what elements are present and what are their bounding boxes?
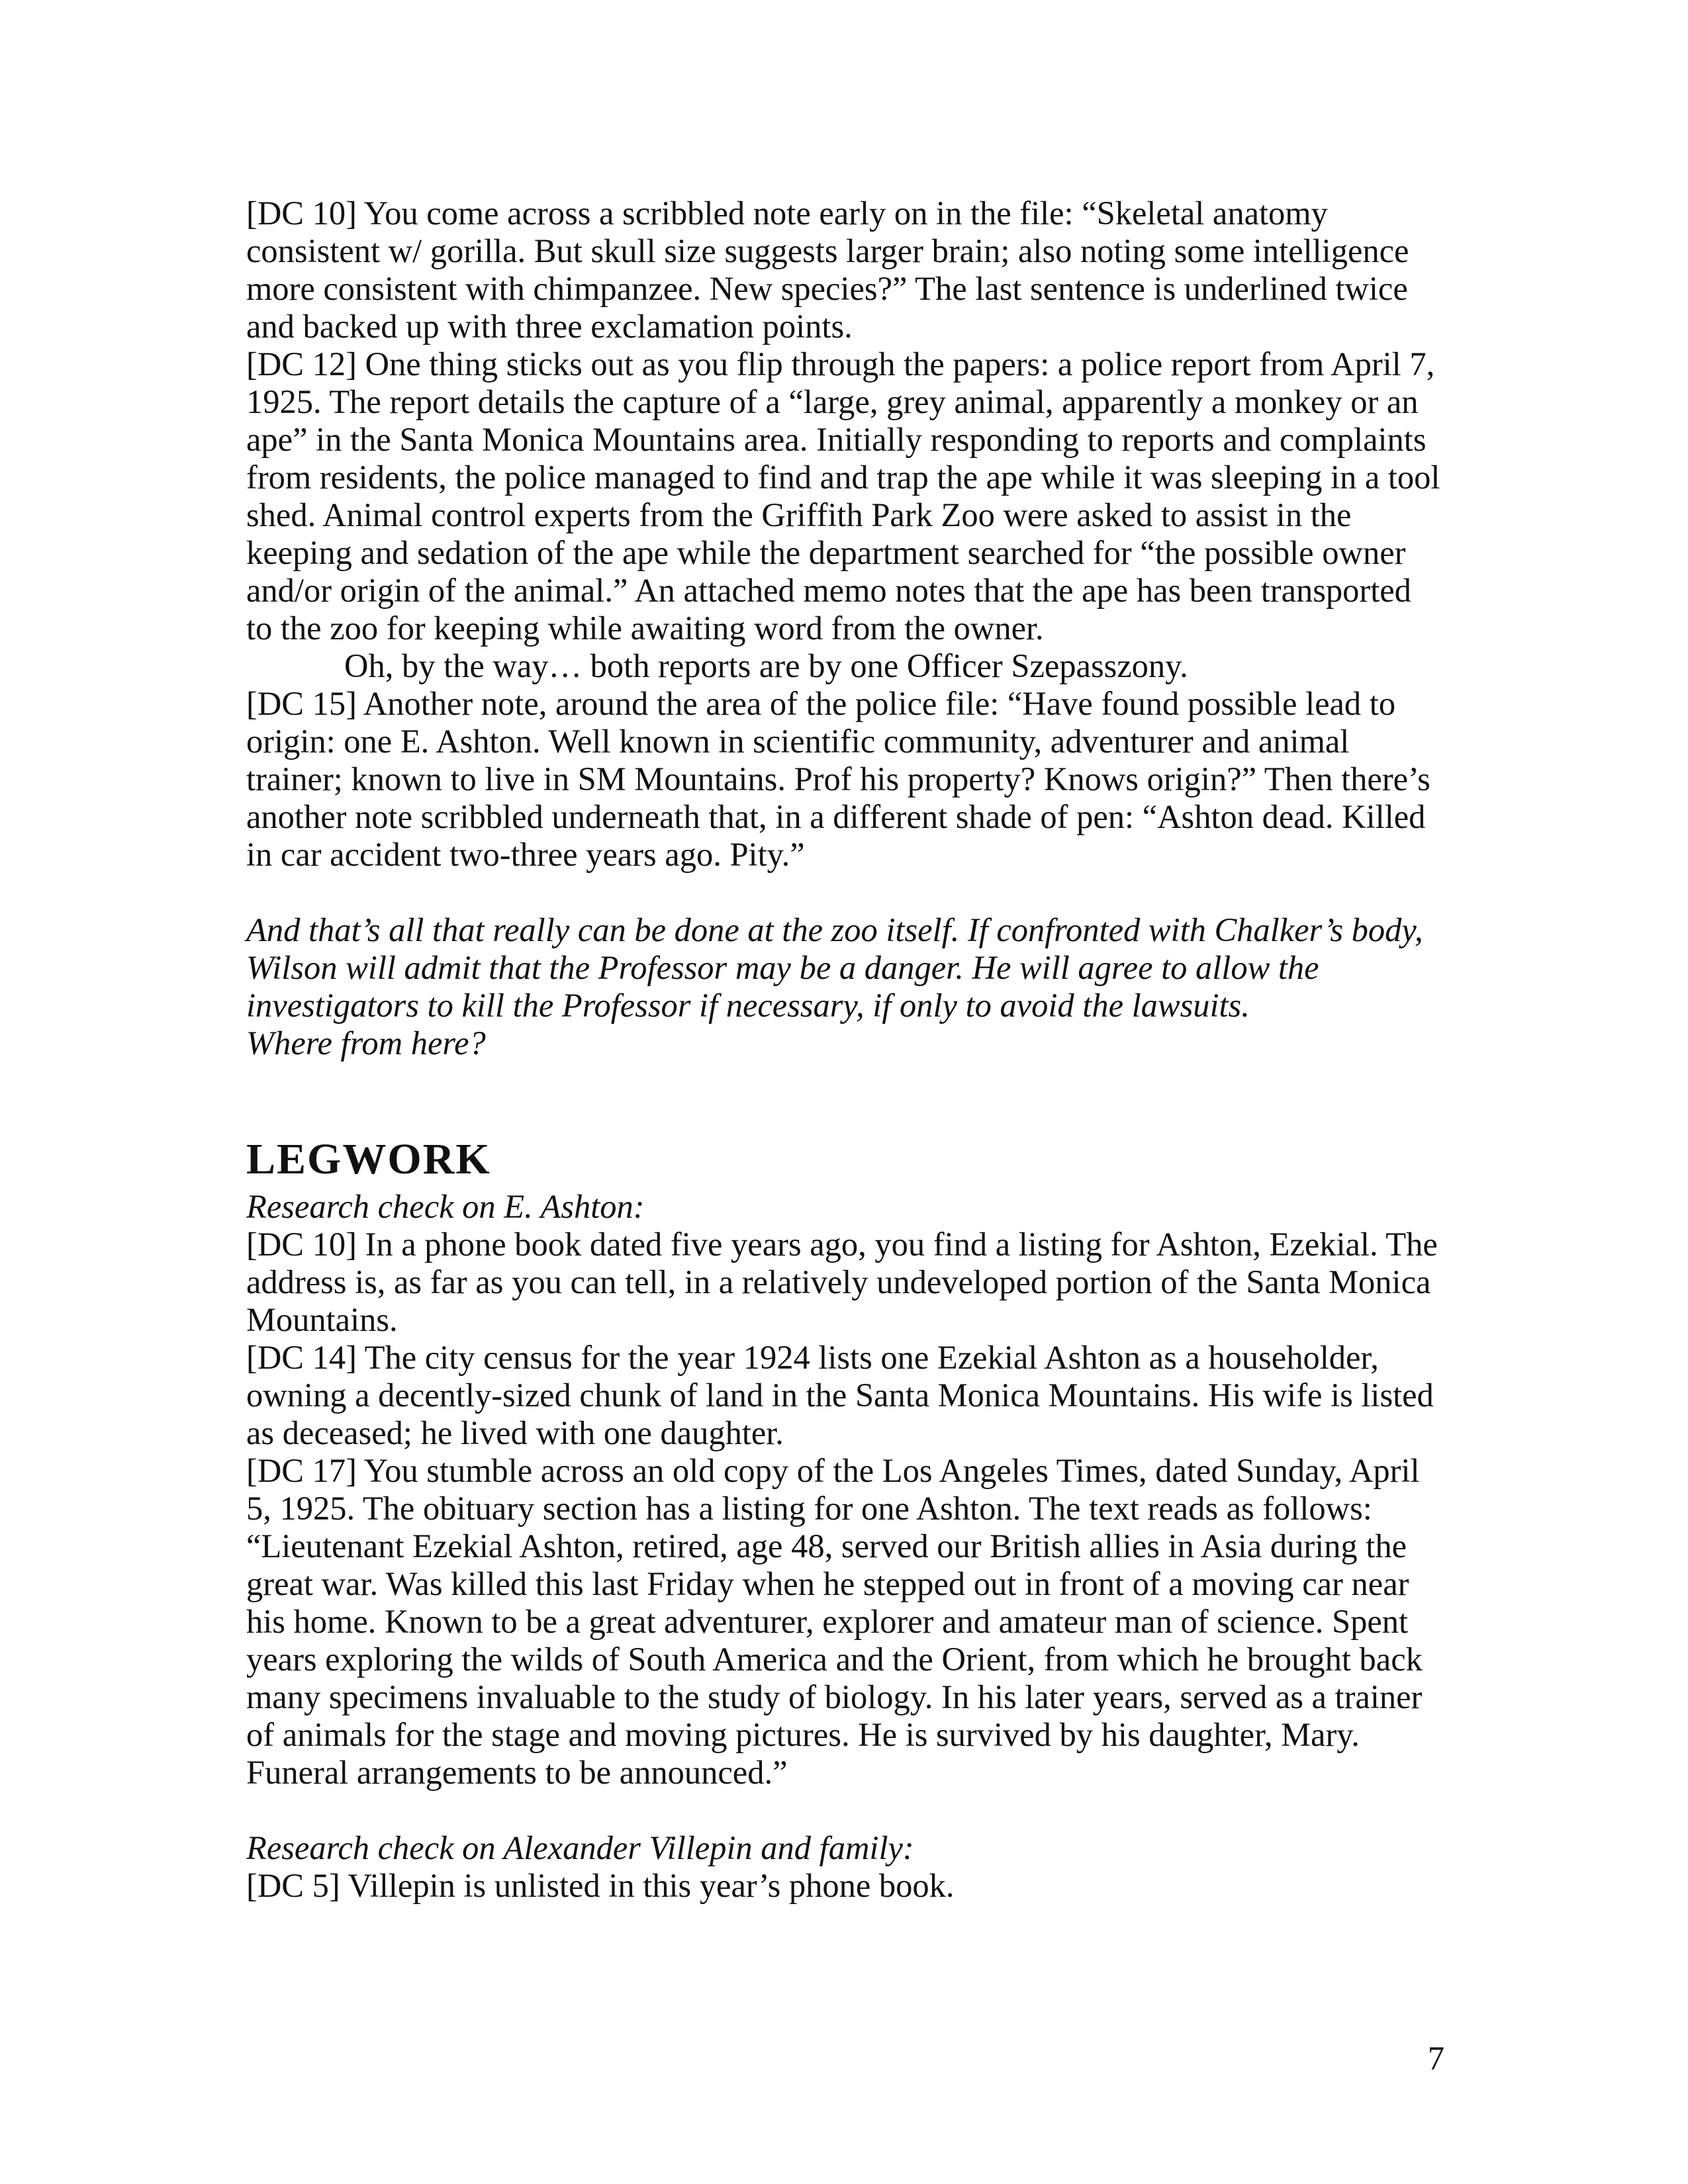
research-entry-ashton-dc17: [DC 17] You stumble across an old copy of the Los Angeles Times, dated Sunday, April 5, 1925. The obituary section has a listing for one Ashton. The text reads as follows: “Lieutenant Ezekial Ashton, retired, age 48, served our British allies in Asia during the great war. Was killed this last Friday when he stepped out in front of a moving car near his home. Known to be a great adventurer, explorer and amateur man of science. Spent years exploring the wilds of South America and the Orient, from which he brought back many specimens invaluable to the study of biology. In his later years, served as a trainer of animals for the stage and moving pictures. He is survived by his daughter, Mary. Funeral arrangements to be announced.” — [246, 1452, 1423, 1791]
research-label-villepin: Research check on Alexander Villepin and family: — [246, 1829, 914, 1866]
section-heading-legwork: LEGWORK — [246, 1135, 491, 1183]
research-entry-villepin-dc5: [DC 5] Villepin is unlisted in this year’s phone book. — [246, 1867, 955, 1904]
paragraph-officer-aside: Oh, by the way… both reports are by one Officer Szepasszony. — [344, 647, 1188, 684]
gm-question: Where from here? — [246, 1024, 486, 1062]
gm-note: And that’s all that really can be done at the zoo itself. If confronted with Chalker’s body, Wilson will admit that the Professor may be a danger. He will agree to allow the investigators to kill the Professor if necessary, if only to avoid the lawsuits. — [246, 911, 1423, 1024]
page-body — [246, 195, 1444, 1905]
research-entry-ashton-dc14: [DC 14] The city census for the year 1924 lists one Ezekial Ashton as a householder, owning a decently-sized chunk of land in the Santa Monica Mountains. His wife is listed as deceased; he lived with one daughter. — [246, 1339, 1434, 1451]
page-number: 7 — [1427, 2040, 1444, 2077]
paragraph-dc10-skeletal-note: [DC 10] You come across a scribbled note early on in the file: “Skeletal anatomy consistent w/ gorilla. But skull size suggests larger brain; also noting some intelligence more consistent with chimpanzee. New species?” The last sentence is underlined twice and backed up with three exclamation points. — [246, 195, 1409, 345]
paragraph-dc15-ashton-note: [DC 15] Another note, around the area of the police file: “Have found possible lead to origin: one E. Ashton. Well known in scientific community, adventurer and animal trainer; known to live in SM Mountains. Prof his property? Knows origin?” Then there’s another note scribbled underneath that, in a different shade of pen: “Ashton dead. Killed in car accident two-three years ago. Pity.” — [246, 685, 1430, 873]
research-label-ashton: Research check on E. Ashton: — [246, 1188, 645, 1225]
paragraph-dc12-police-report: [DC 12] One thing sticks out as you flip through the papers: a police report from April 7, 1925. The report details the capture of a “large, grey animal, apparently a monkey or an ape” in the Santa Monica Mountains area. Initially responding to reports and complaints from residents, the police managed to find and trap the ape while it was sleeping in a tool shed. Animal control experts from the Griffith Park Zoo were asked to assist in the keeping and sedation of the ape while the department searched for “the possible owner and/or origin of the animal.” An attached memo notes that the ape has been transported to the zoo for keeping while awaiting word from the owner. — [246, 345, 1440, 647]
spacer — [246, 1062, 1444, 1138]
research-entry-ashton-dc10: [DC 10] In a phone book dated five years ago, you find a listing for Ashton, Ezekial. The address is, as far as you can tell, in a relatively undeveloped portion of the Santa Monica Mountains. — [246, 1226, 1438, 1338]
spacer — [246, 1792, 1444, 1829]
spacer — [246, 874, 1444, 911]
